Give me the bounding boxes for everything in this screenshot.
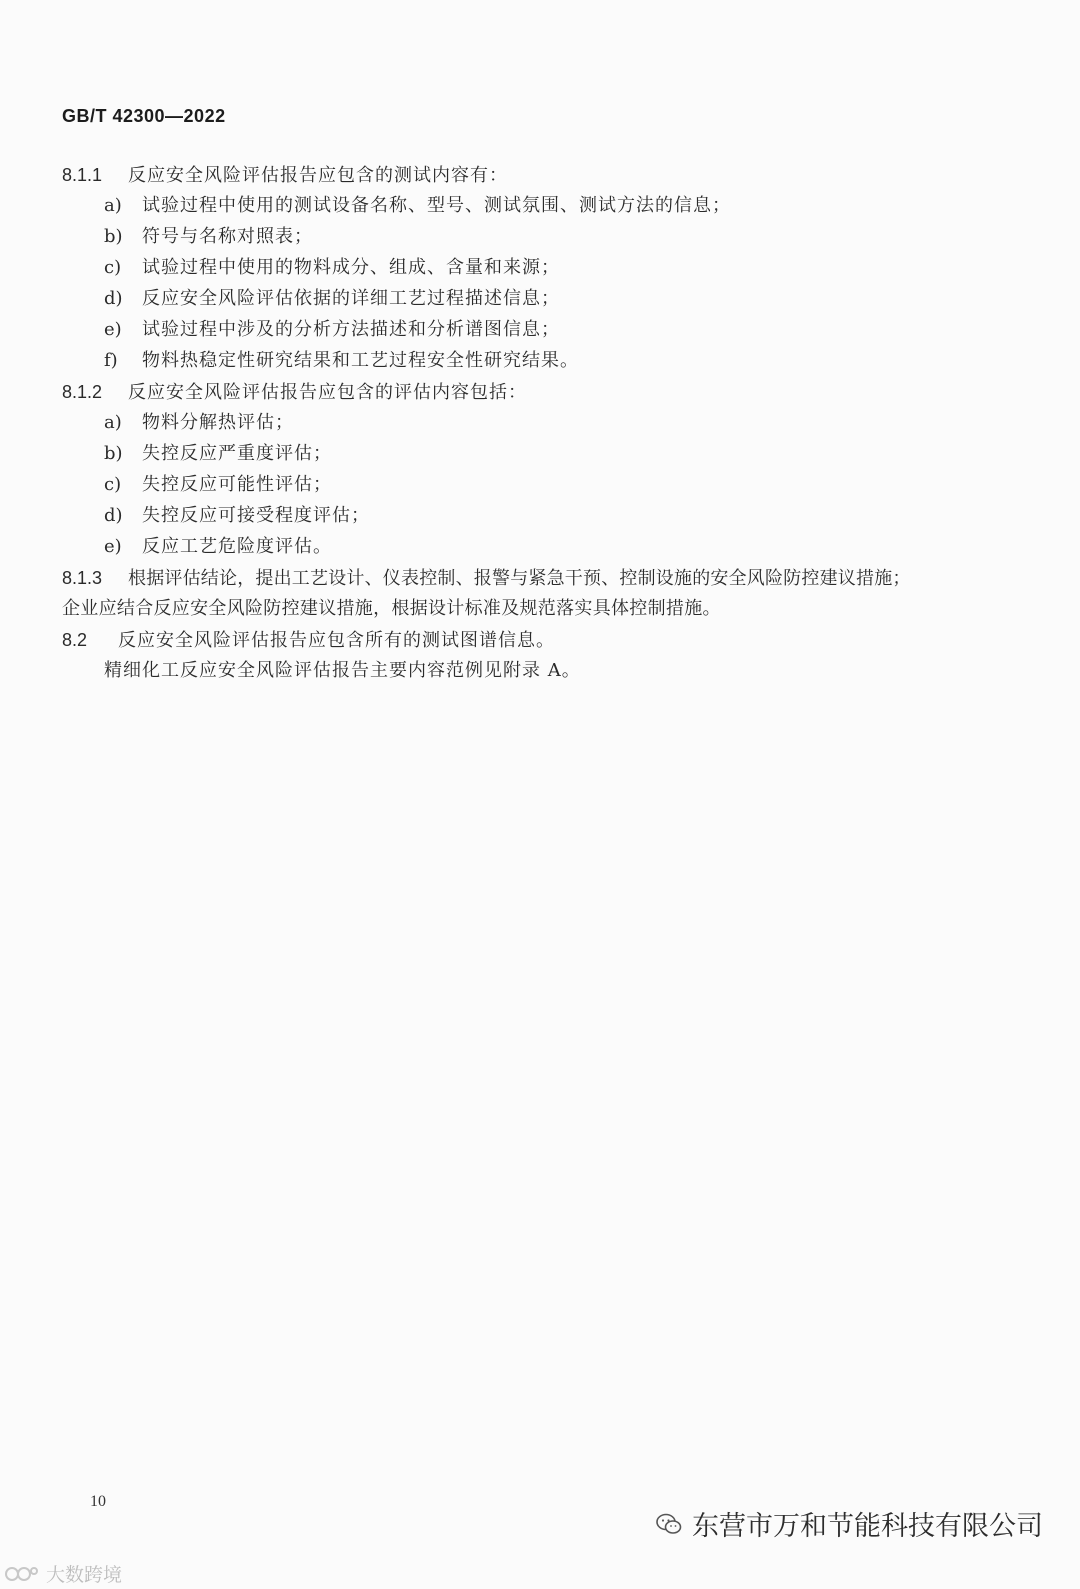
item-label: e)	[104, 536, 122, 557]
list-item	[104, 439, 332, 469]
section-text: 根据评估结论，提出工艺设计、仪表控制、报警与紧急干预、控制设施的安全风险防控建议措施；	[128, 568, 911, 589]
item-text: 失控反应可接受程度评估；	[142, 505, 370, 526]
brand-logo-icon	[4, 1564, 40, 1584]
item-text: 试验过程中涉及的分析方法描述和分析谱图信息；	[142, 319, 560, 340]
section-text: 反应安全风险评估报告应包含的评估内容包括：	[128, 382, 527, 403]
item-label: a)	[104, 195, 122, 216]
list-item	[104, 501, 370, 531]
wechat-icon	[656, 1512, 682, 1536]
item-label: f)	[104, 350, 118, 371]
list-item	[104, 315, 560, 345]
watermark-brand-text: 大数跨境	[46, 1564, 123, 1586]
list-item	[104, 470, 332, 500]
list-item	[104, 408, 294, 438]
section-number: 8.1.3	[62, 568, 103, 588]
section-8-2-heading	[62, 625, 555, 656]
item-label: b)	[104, 443, 123, 464]
item-label: d)	[104, 288, 123, 309]
watermark-brand	[4, 1560, 122, 1587]
section-number: 8.1.2	[62, 382, 103, 402]
item-text: 失控反应严重度评估；	[142, 443, 332, 464]
item-text: 失控反应可能性评估；	[142, 474, 332, 495]
item-label: c)	[104, 257, 122, 278]
item-text: 符号与名称对照表；	[142, 226, 313, 247]
section-8-1-3-heading	[62, 563, 911, 594]
list-item	[104, 191, 731, 221]
list-item	[104, 253, 560, 283]
list-item	[104, 532, 332, 562]
page-number: 10	[90, 1493, 106, 1510]
section-8-1-3-continuation: 企业应结合反应安全风险防控建议措施，根据设计标准及规范落实具体控制措施。	[62, 598, 721, 619]
appendix-note: 精细化工反应安全风险评估报告主要内容范例见附录 A。	[104, 660, 581, 681]
item-text: 物料分解热评估；	[142, 412, 294, 433]
item-text: 试验过程中使用的物料成分、组成、含量和来源；	[142, 257, 560, 278]
list-item	[104, 222, 313, 252]
section-number: 8.1.1	[62, 165, 103, 185]
item-label: c)	[104, 474, 122, 495]
item-label: e)	[104, 319, 122, 340]
section-text: 反应安全风险评估报告应包含所有的测试图谱信息。	[118, 630, 555, 651]
section-number: 8.2	[62, 630, 88, 650]
section-8-1-1-heading	[62, 160, 508, 191]
list-item	[104, 346, 579, 376]
watermark-company	[656, 1504, 1043, 1543]
item-text: 反应工艺危险度评估。	[142, 536, 332, 557]
section-text: 反应安全风险评估报告应包含的测试内容有：	[128, 165, 508, 186]
item-text: 试验过程中使用的测试设备名称、型号、测试氛围、测试方法的信息；	[142, 195, 731, 216]
list-item	[104, 284, 560, 314]
item-label: d)	[104, 505, 123, 526]
item-text: 反应安全风险评估依据的详细工艺过程描述信息；	[142, 288, 560, 309]
standard-code: GB/T 42300—2022	[62, 106, 226, 126]
watermark-company-text: 东营市万和节能科技有限公司	[692, 1511, 1043, 1542]
section-8-1-2-heading	[62, 377, 527, 408]
item-label: a)	[104, 412, 122, 433]
item-text: 物料热稳定性研究结果和工艺过程安全性研究结果。	[142, 350, 579, 371]
item-label: b)	[104, 226, 123, 247]
